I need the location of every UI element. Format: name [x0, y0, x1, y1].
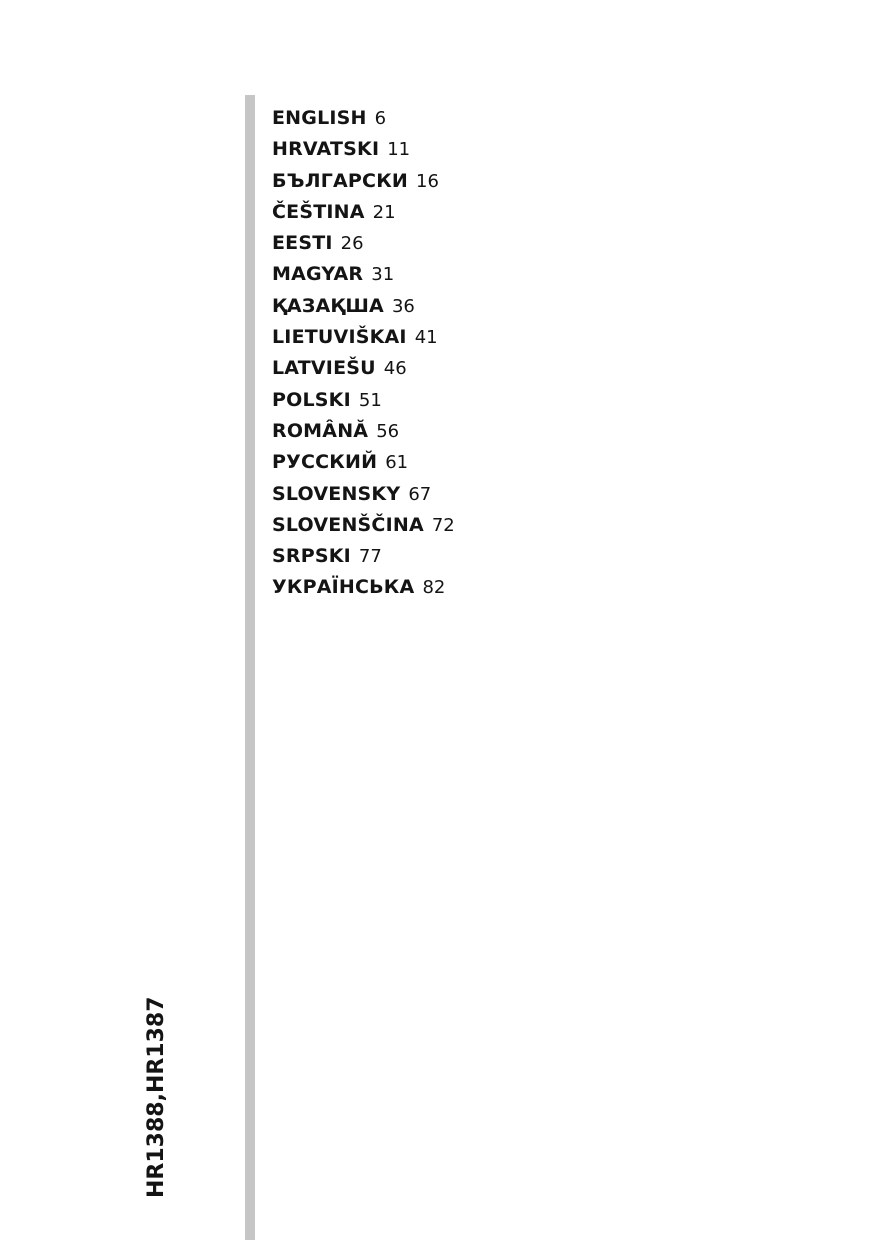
toc-language: SLOVENŠČINA	[272, 513, 424, 536]
toc-page-number: 67	[408, 483, 432, 505]
toc-entry-bulgarian[interactable]	[272, 166, 455, 197]
toc-language: ČEŠTINA	[272, 200, 365, 223]
toc-page-number: 6	[374, 108, 387, 129]
toc-page-number: 26	[340, 233, 364, 255]
toc-page-number: 61	[385, 452, 409, 474]
toc-entry-hrvatski[interactable]	[272, 134, 455, 165]
toc-language: SLOVENSKY	[272, 482, 401, 505]
toc-entry-magyar[interactable]	[272, 259, 455, 290]
toc-entry-latviesu[interactable]	[272, 353, 455, 384]
toc-entry-slovensky[interactable]	[272, 479, 455, 510]
toc-language: POLSKI	[272, 388, 351, 411]
toc-language: ENGLISH	[272, 107, 367, 129]
toc-language: MAGYAR	[272, 263, 364, 286]
toc-entry-polski[interactable]	[272, 385, 455, 416]
toc-language: ROMÂNĂ	[272, 419, 369, 442]
toc-language: УКРАЇНСЬКА	[272, 576, 415, 599]
toc-entry-kazakh[interactable]	[272, 291, 455, 322]
toc-entry-cestina[interactable]	[272, 197, 455, 228]
language-index	[272, 103, 455, 604]
vertical-divider-bar	[245, 95, 255, 1240]
toc-page-number: 31	[371, 264, 395, 286]
toc-page-number: 82	[422, 577, 446, 599]
toc-language: LATVIEŠU	[272, 357, 376, 380]
toc-page-number: 77	[358, 546, 382, 568]
toc-language: SRPSKI	[272, 545, 351, 568]
toc-page-number: 56	[376, 420, 400, 442]
toc-page-number: 11	[387, 139, 411, 161]
toc-page-number: 16	[416, 170, 439, 192]
toc-page-number: 51	[358, 389, 382, 411]
toc-language: EESTI	[272, 232, 333, 255]
toc-language: БЪЛГАРСКИ	[272, 169, 409, 192]
toc-entry-srpski[interactable]	[272, 541, 455, 572]
toc-page-number: 21	[372, 201, 396, 223]
toc-entry-russian[interactable]	[272, 447, 455, 478]
toc-language: LIETUVIŠKAI	[272, 326, 407, 349]
toc-page-number: 41	[414, 327, 438, 349]
toc-language: ҚАЗАҚША	[272, 294, 384, 317]
toc-entry-ukrainian[interactable]	[272, 572, 455, 603]
toc-entry-lietuviskai[interactable]	[272, 322, 455, 353]
toc-language: РУССКИЙ	[272, 451, 378, 474]
toc-page-number: 72	[431, 514, 455, 536]
toc-entry-eesti[interactable]	[272, 228, 455, 259]
toc-entry-slovenscina[interactable]	[272, 510, 455, 541]
toc-page-number: 46	[383, 358, 407, 380]
model-number-label: HR1388,HR1387	[144, 996, 169, 1198]
toc-entry-english[interactable]	[272, 103, 455, 134]
toc-page-number: 36	[391, 295, 415, 317]
toc-language: HRVATSKI	[272, 138, 380, 161]
toc-entry-romana[interactable]	[272, 416, 455, 447]
